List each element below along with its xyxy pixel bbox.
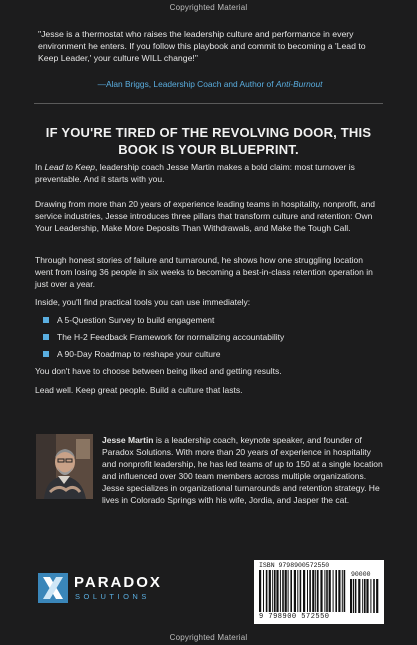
author-bio: [102, 434, 383, 507]
paragraph-pillars: Drawing from more than 20 years of experience leading teams in hospitality, nonprofit, and service industries, Jesse introduces three pillars that transform culture and retention: Own Your Leadership, Make More Deposits Than Withdrawals, and Make the Tough Call.: [35, 199, 376, 234]
barcode-bar: [342, 570, 343, 612]
endorsement-attribution: [38, 79, 382, 89]
barcode-bar: [309, 570, 311, 612]
barcode-bar: [373, 579, 375, 613]
barcode-bar: [274, 570, 276, 612]
barcode-bar: [290, 570, 292, 612]
barcode-bar: [312, 570, 314, 612]
bullet-square-icon: [43, 351, 49, 357]
barcode-bar: [335, 570, 337, 612]
barcode-bar: [320, 570, 322, 612]
author-photo: [36, 434, 93, 499]
attribution-prefix: —Alan Briggs, Leadership Coach and Author of: [97, 79, 276, 89]
barcode-bar: [364, 579, 366, 613]
publisher-logo: [38, 571, 178, 605]
attribution-book-title: Anti-Burnout: [275, 79, 323, 89]
paragraph-stories: Through honest stories of failure and turnaround, he shows how one struggling location went from losing 36 people in six weeks to becoming a best-in-class retention operation in just over a year.: [35, 255, 373, 290]
barcode-bar: [285, 570, 287, 612]
bullet-text: A 90-Day Roadmap to reshape your culture: [57, 349, 221, 359]
barcode-bar: [355, 579, 357, 613]
barcode-bar: [307, 570, 308, 612]
main-barcode: [259, 570, 347, 612]
headline: IF YOU'RE TIRED OF THE REVOLVING DOOR, THIS BOOK IS YOUR BLUEPRINT.: [45, 125, 372, 157]
barcode-bar: [303, 570, 305, 612]
addon-barcode: [350, 579, 380, 613]
barcode-bar: [362, 579, 363, 613]
barcode-bar: [269, 570, 271, 612]
bullet-text: A 5-Question Survey to build engagement: [57, 315, 215, 325]
barcode-bar: [338, 570, 340, 612]
list-item: [35, 314, 382, 331]
barcode-bar: [376, 579, 378, 613]
barcode-bar: [263, 570, 264, 612]
barcode-bar: [315, 570, 316, 612]
bullet-square-icon: [43, 334, 49, 340]
barcode-bar: [272, 570, 273, 612]
publisher-subtitle: SOLUTIONS: [75, 592, 150, 601]
author-name: Jesse Martin: [102, 435, 154, 445]
barcode-digits: 9 798900 572550: [259, 613, 330, 621]
tools-list: [35, 314, 382, 365]
p1-prefix: In: [35, 162, 45, 172]
barcode-bar: [276, 570, 278, 612]
paragraph-results: You don't have to choose between being liked and getting results.: [35, 366, 282, 376]
barcode-bar: [317, 570, 319, 612]
barcode-bar: [288, 570, 289, 612]
barcode-bar: [326, 570, 328, 612]
barcode-bar: [329, 570, 331, 612]
copyright-watermark-bottom: Copyrighted Material: [169, 633, 248, 642]
isbn-label: ISBN 9798900572550: [259, 562, 330, 569]
barcode-bar: [282, 570, 284, 612]
price-code: 90000: [351, 571, 371, 578]
list-item: [35, 348, 382, 365]
list-item: [35, 331, 382, 348]
bullet-text: The H-2 Feedback Framework for normalizing accountability: [57, 332, 285, 342]
paragraph-tools-intro: Inside, you'll find practical tools you can use immediately:: [35, 297, 251, 307]
barcode-bar: [294, 570, 296, 612]
barcode-bar: [353, 579, 354, 613]
bullet-square-icon: [43, 317, 49, 323]
endorsement-quote: "Jesse is a thermostat who raises the leadership culture and performance in every environment he enters. If you follow this playbook and commit to becoming a 'Lead to Keep Leader,' your culture WILL change!": [38, 29, 366, 63]
author-bio-text: is a leadership coach, keynote speaker, and founder of Paradox Solutions. With more than 20 years of experience in hospitality and nonprofit leadership, he has led teams of up to 150 at a single location and influenced over 300 team members across multiple organizations. Jesse specializes in organizational turnarounds and retention strategy. He lives in Colorado Springs with his wife, Jordia, and Jasper the cat.: [102, 435, 383, 506]
barcode-bar: [280, 570, 281, 612]
barcode-bar: [370, 579, 371, 613]
barcode-bar: [259, 570, 261, 612]
p1-book-title: Lead to Keep: [44, 162, 96, 172]
barcode-bar: [324, 570, 325, 612]
p1-rest: , leadership coach Jesse Martin makes a bold claim: most turnover is preventable. And it starts with you.: [35, 162, 355, 185]
publisher-name: PARADOX: [74, 574, 162, 591]
barcode-bar: [358, 579, 360, 613]
copyright-watermark-top: Copyrighted Material: [169, 3, 248, 12]
paragraph-closing: Lead well. Keep great people. Build a culture that lasts.: [35, 385, 243, 395]
barcode-bar: [344, 570, 346, 612]
paragraph-intro: [35, 161, 382, 185]
barcode-bar: [297, 570, 298, 612]
divider-rule: [34, 103, 383, 104]
barcode-bar: [266, 570, 268, 612]
barcode-bar: [333, 570, 334, 612]
barcode-bar: [300, 570, 302, 612]
isbn-barcode: [254, 560, 384, 624]
paradox-x-logo-icon: [38, 573, 68, 603]
barcode-bar: [350, 579, 352, 613]
barcode-bar: [366, 579, 368, 613]
